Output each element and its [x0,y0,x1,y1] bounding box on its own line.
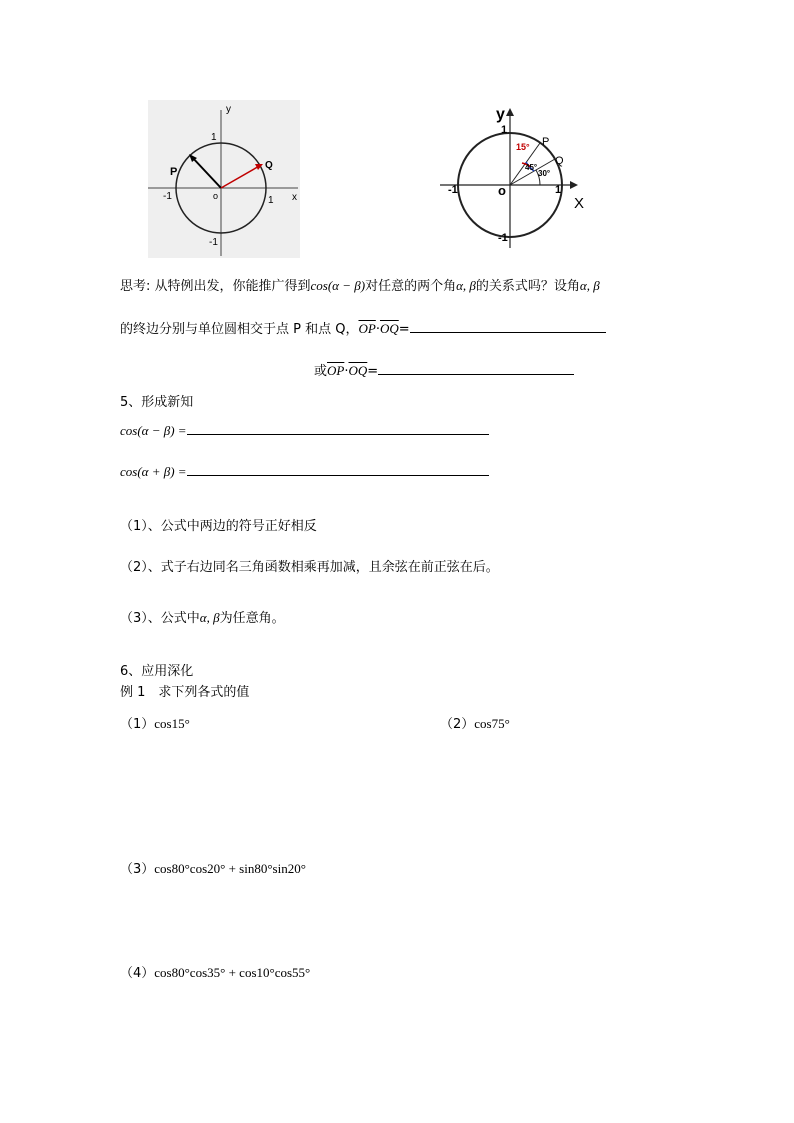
tick-1-top: 1 [211,132,217,143]
tick-neg1-bottom: -1 [498,232,508,244]
think-text-3: 的关系式吗？设角 [475,279,580,294]
note-2: （2）、式子右边同名三角函数相乘再加减，且余弦在前正弦在后。 [120,560,499,575]
note-3-prefix: （3）、公式中 [120,611,200,626]
answer-blank-1[interactable] [410,318,606,333]
tick-neg1-left: -1 [163,191,172,202]
tick-1-right: 1 [268,195,274,206]
think-text-2: 对任意的两个角 [365,279,457,294]
think-line-3 [314,360,574,379]
tick-1-right: 1 [555,184,562,196]
question-3 [120,858,306,877]
question-1-number: （1） [120,717,155,732]
dot-operator: · [375,322,380,337]
think-text-1: 思考: 从特例出发，你能推广得到 [120,279,311,294]
figure-background [148,100,300,258]
vector-op: $\overline{OP}$ [327,363,345,378]
question-2-number: （2） [440,717,475,732]
formula-blank-2[interactable] [187,461,489,476]
tick-neg1-bottom: -1 [209,237,218,248]
question-4 [120,962,310,981]
x-axis-label: x [292,192,297,203]
note-1: （1）、公式中两边的符号正好相反 [120,519,317,534]
x-axis-arrow [570,181,578,189]
think-line-2 [120,318,606,337]
answer-blank-2[interactable] [378,360,574,375]
question-3-number: （3） [120,862,155,877]
tick-1-top: 1 [501,124,508,136]
section-5-title: 5、形成新知 [120,395,194,410]
section-6-title: 6、应用深化 [120,664,194,679]
note-3 [120,607,285,626]
vector-oq: $\overline{OQ}$ [348,363,368,378]
formula-row-2 [120,461,489,480]
angle-30-label: 30° [538,169,551,178]
think-text-4: 的终边分别与单位圆相交于点 P 和点 Q， [120,322,359,337]
formula-cos-diff: cos(α − β) = [120,423,187,438]
question-1-expression: cos15° [154,716,190,731]
point-q-label: Q [265,160,273,171]
point-p-label: P [542,136,550,148]
y-axis-arrow [506,108,514,116]
or-text: 或 [314,364,328,379]
example-1-heading: 例 1 求下列各式的值 [120,685,250,700]
unit-circle-figure-1 [148,100,300,258]
point-q-label: Q [555,155,564,167]
angle-45-label: 45° [525,163,538,172]
angle-15-label: 15° [516,142,530,152]
alpha-beta: α, β [456,278,476,293]
vector-op: $\overline{OP}$ [358,321,376,336]
origin-label: o [213,191,219,201]
question-1 [120,713,190,732]
note-3-suffix: 为任意角。 [219,611,285,626]
question-4-number: （4） [120,966,155,981]
dot-operator: · [344,364,349,379]
think-line-1 [120,275,600,294]
alpha-beta: α, β [199,610,220,625]
point-p-label: P [170,166,178,178]
alpha-beta-2: α, β [579,278,600,293]
question-4-expression: cos80°cos35° + cos10°cos55° [154,965,311,980]
formula-cos-diff: cos(α − β) [310,278,366,293]
vector-oq: $\overline{OQ}$ [379,321,399,336]
question-2-expression: cos75° [474,716,510,731]
equals-sign: = [367,364,379,379]
question-2 [440,713,510,732]
formula-cos-sum: cos(α + β) = [120,464,187,479]
x-axis-label: X [574,195,585,212]
formula-row-1 [120,420,489,439]
unit-circle-figure-2 [436,100,588,250]
question-3-expression: cos80°cos20° + sin80°sin20° [154,861,306,876]
y-axis-label: y [496,106,505,123]
tick-neg1-left: -1 [448,184,458,196]
origin-label: o [498,183,506,198]
equals-sign: = [398,322,410,337]
y-axis-label: y [226,104,231,115]
formula-blank-1[interactable] [187,420,489,435]
